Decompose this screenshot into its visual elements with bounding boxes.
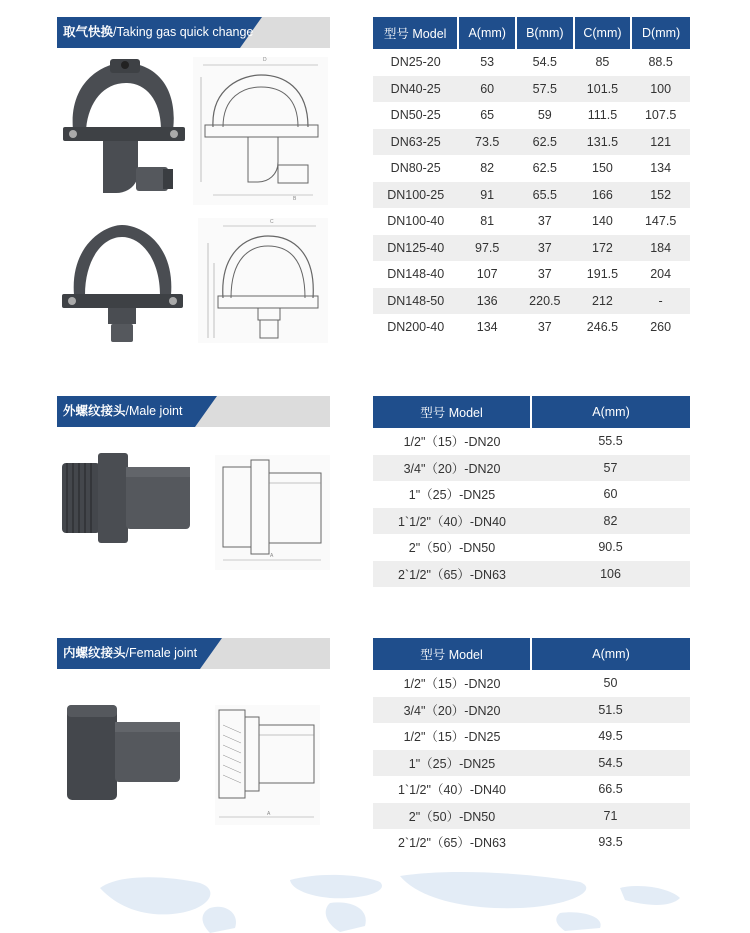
cell: 2`1/2"（65）-DN63 [398, 836, 506, 851]
cell: 121 [631, 129, 690, 156]
col-header-a: A(mm) [531, 638, 690, 670]
table-row [373, 129, 690, 156]
cell: 53 [480, 55, 495, 70]
cell: 37 [537, 214, 552, 229]
table-row [373, 428, 690, 455]
cell: 101.5 [574, 76, 632, 103]
dim-label-b: B [293, 196, 297, 202]
cell: 55.5 [598, 434, 623, 449]
section-header-male [57, 396, 330, 427]
table-row [373, 261, 690, 288]
cell: 60 [603, 487, 618, 502]
cell: 3/4"（20）-DN20 [373, 455, 531, 482]
table-row [373, 455, 690, 482]
cell: 134 [650, 161, 672, 176]
table-row [373, 723, 690, 750]
cell: 57.5 [516, 76, 574, 103]
col-header-model: 型号 Model [373, 638, 531, 670]
cell: 93.5 [598, 835, 623, 850]
table-row [373, 155, 690, 182]
col-header-model: 型号 Model [373, 396, 531, 428]
table-row [373, 288, 690, 315]
cell: 107.5 [644, 108, 677, 123]
cell: DN200-40 [387, 320, 445, 335]
cell: 152 [631, 182, 690, 209]
table-row [373, 750, 690, 777]
table-row [373, 534, 690, 561]
table-header-row [373, 396, 690, 428]
dim-label-d: D [263, 57, 267, 63]
gas-spec-table [373, 17, 690, 341]
cell: DN148-40 [387, 267, 445, 282]
cell: 1/2"（15）-DN20 [403, 677, 501, 692]
cell: 54.5 [532, 55, 557, 70]
cell: DN50-25 [390, 108, 441, 123]
section-title-en: /Male joint [125, 404, 183, 418]
cell: 65 [480, 108, 495, 123]
dim-label-a: A [270, 553, 274, 559]
cell: 106 [531, 561, 690, 588]
cell: 57 [531, 455, 690, 482]
table-row [373, 561, 690, 588]
cell: 81 [480, 214, 495, 229]
cell: 150 [592, 161, 613, 176]
col-header-a: A(mm) [531, 396, 690, 428]
table-row [373, 314, 690, 341]
cell: 2"（50）-DN50 [373, 803, 531, 830]
cell: 49.5 [598, 729, 623, 744]
col-header-model: 型号 Model [373, 17, 458, 49]
section-title-en: /Taking gas quick change [113, 25, 254, 39]
section-title-cn: 内螺纹接头 [63, 646, 126, 660]
cell: DN25-20 [390, 55, 441, 70]
cell: DN63-25 [373, 129, 458, 156]
cell: 212 [574, 288, 632, 315]
cell: 50 [603, 676, 618, 691]
cell: 134 [476, 320, 498, 335]
cell: DN40-25 [373, 76, 458, 103]
male-spec-table [373, 396, 690, 587]
cell: 82 [531, 508, 690, 535]
cell: 91 [458, 182, 516, 209]
cell: DN148-50 [373, 288, 458, 315]
cell: 147.5 [644, 214, 677, 229]
saddle-elbow-drawing [193, 57, 328, 205]
cell: 66.5 [598, 782, 623, 797]
cell: 88.5 [648, 55, 673, 70]
table-row [373, 829, 690, 856]
cell: 97.5 [458, 235, 516, 262]
cell: 107 [476, 267, 498, 282]
female-joint-photo [65, 700, 185, 805]
table-row [373, 670, 690, 697]
table-row [373, 697, 690, 724]
table-header-row [373, 638, 690, 670]
cell: 60 [458, 76, 516, 103]
cell: 136 [458, 288, 516, 315]
section-header-female [57, 638, 330, 669]
cell: DN80-25 [390, 161, 441, 176]
table-row [373, 803, 690, 830]
table-row [373, 208, 690, 235]
female-joint-drawing [215, 705, 320, 825]
cell: DN100-40 [387, 214, 445, 229]
world-map-background [60, 868, 700, 933]
cell: 1"（25）-DN25 [408, 488, 496, 503]
cell: 3/4"（20）-DN20 [373, 697, 531, 724]
cell: 1/2"（15）-DN25 [403, 730, 501, 745]
cell: 166 [574, 182, 632, 209]
dim-label-a: A [267, 811, 271, 817]
cell: 184 [631, 235, 690, 262]
female-spec-table [373, 638, 690, 856]
cell: 2`1/2"（65）-DN63 [373, 561, 531, 588]
col-header-d: D(mm) [631, 17, 690, 49]
cell: 111.5 [587, 108, 618, 123]
cell: 100 [631, 76, 690, 103]
cell: 65.5 [516, 182, 574, 209]
saddle-elbow-photo [58, 55, 188, 205]
col-header-a: A(mm) [458, 17, 516, 49]
cell: 1"（25）-DN25 [373, 750, 531, 777]
table-row [373, 76, 690, 103]
table-header-row [373, 17, 690, 49]
cell: 82 [480, 161, 495, 176]
table-row [373, 182, 690, 209]
cell: 140 [592, 214, 613, 229]
cell: 172 [574, 235, 632, 262]
section-title-en: /Female joint [125, 646, 198, 660]
cell: 59 [537, 108, 552, 123]
col-header-c: C(mm) [574, 17, 632, 49]
cell: 37 [537, 267, 552, 282]
cell: 204 [650, 267, 672, 282]
table-row [373, 776, 690, 803]
table-row [373, 481, 690, 508]
cell: 1/2"（15）-DN20 [403, 435, 501, 450]
cell: 85 [595, 55, 610, 70]
cell: 62.5 [516, 129, 574, 156]
cell: DN125-40 [373, 235, 458, 262]
col-header-b: B(mm) [516, 17, 574, 49]
cell: 90.5 [598, 540, 623, 555]
table-row [373, 102, 690, 129]
cell: 191.5 [586, 267, 619, 282]
dim-label-c: C [270, 219, 274, 225]
table-row [373, 508, 690, 535]
cell: 260 [650, 320, 672, 335]
table-row [373, 49, 690, 76]
saddle-straight-drawing [198, 218, 328, 343]
cell: 51.5 [531, 697, 690, 724]
cell: 62.5 [532, 161, 557, 176]
section-title-cn: 外螺纹接头 [63, 404, 126, 418]
cell: 220.5 [516, 288, 574, 315]
cell: 54.5 [531, 750, 690, 777]
cell: 1`1/2"（40）-DN40 [373, 508, 531, 535]
cell: 37 [516, 235, 574, 262]
cell: 246.5 [586, 320, 619, 335]
male-joint-photo [60, 445, 195, 550]
table-row [373, 235, 690, 262]
cell: 2"（50）-DN50 [408, 541, 496, 556]
cell: DN100-25 [373, 182, 458, 209]
section-title-cn: 取气快换 [63, 25, 114, 39]
cell: 1`1/2"（40）-DN40 [398, 783, 506, 798]
saddle-straight-photo [60, 220, 185, 345]
cell: - [631, 288, 690, 315]
cell: 37 [537, 320, 552, 335]
cell: 131.5 [574, 129, 632, 156]
cell: 71 [531, 803, 690, 830]
cell: 73.5 [458, 129, 516, 156]
section-header-gas [57, 17, 330, 48]
